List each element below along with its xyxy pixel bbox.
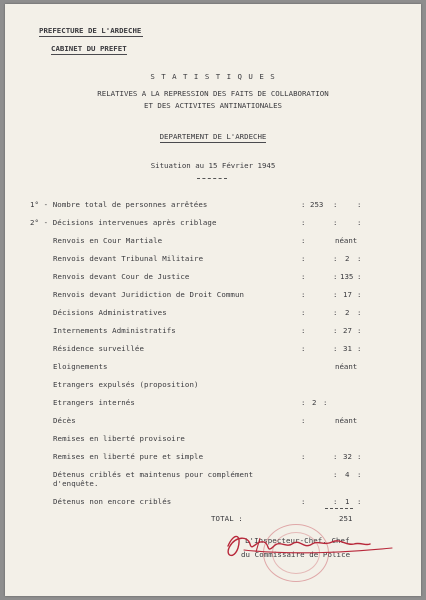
cabinet-underline	[51, 54, 127, 55]
list-item-label: 2° - Décisions intervenues après criblage	[30, 218, 217, 227]
list-item-label: Internements Administratifs	[53, 326, 176, 335]
colon-separator: :	[301, 290, 306, 299]
colon-separator: :	[301, 416, 306, 425]
list-item-label: Résidence surveillée	[53, 344, 144, 353]
document-title: S T A T I S T I Q U E S	[150, 72, 276, 81]
colon-separator: :	[333, 218, 338, 227]
colon-separator: :	[301, 308, 306, 317]
colon-separator: :	[357, 452, 362, 461]
list-item-value: 2	[345, 254, 350, 263]
list-item-value: 32	[343, 452, 352, 461]
colon-separator: :	[301, 200, 306, 209]
list-item-label: Etrangers internés	[53, 398, 135, 407]
list-item-value: 4	[345, 470, 350, 479]
list-item-label: Décès	[53, 416, 76, 425]
list-item-label: Détenus non encore criblés	[53, 497, 172, 506]
colon-separator: :	[357, 254, 362, 263]
department-label: DEPARTEMENT DE L'ARDECHE	[159, 132, 267, 141]
title-line-2: ET DES ACTIVITES ANTINATIONALES	[144, 101, 282, 110]
colon-separator: :	[333, 254, 338, 263]
colon-separator: :	[301, 236, 306, 245]
colon-separator: :	[301, 272, 306, 281]
list-item-value: 1	[345, 497, 350, 506]
list-item-value: 2	[312, 398, 317, 407]
colon-separator: :	[333, 272, 338, 281]
colon-separator: :	[333, 470, 338, 479]
list-item-value: 17	[343, 290, 352, 299]
prefecture-heading: PREFECTURE DE L'ARDECHE	[39, 26, 142, 35]
colon-separator: :	[333, 200, 338, 209]
signatory-title: L'Inspecteur-Chef, Chef	[245, 536, 350, 545]
colon-separator: :	[357, 497, 362, 506]
colon-separator: :	[301, 218, 306, 227]
situation-date: Situation au 15 Février 1945	[150, 161, 276, 170]
prefecture-underline	[39, 36, 143, 37]
colon-separator: :	[333, 452, 338, 461]
colon-separator: :	[301, 497, 306, 506]
list-item-value: néant	[335, 236, 358, 245]
colon-separator: :	[301, 398, 306, 407]
list-item-value: 135	[340, 272, 354, 281]
colon-separator: :	[357, 272, 362, 281]
list-item-value: néant	[335, 416, 358, 425]
list-item-value: 2	[345, 308, 350, 317]
colon-separator: :	[323, 398, 328, 407]
list-item-label: 1° - Nombre total de personnes arrêtées	[30, 200, 208, 209]
list-item-label: Etrangers expulsés (proposition)	[53, 380, 199, 389]
list-item-label: Eloignements	[53, 362, 108, 371]
list-item-value: néant	[335, 362, 358, 371]
colon-separator: :	[357, 200, 362, 209]
list-item-label: Renvois en Cour Martiale	[53, 236, 163, 245]
colon-separator: :	[333, 344, 338, 353]
total-value: 251	[339, 514, 353, 523]
signatory-office: du Commissaire de Police	[241, 550, 351, 559]
list-item-label: Remises en liberté provisoire	[53, 434, 185, 443]
colon-separator: :	[301, 254, 306, 263]
situation-divider	[197, 178, 227, 180]
colon-separator: :	[333, 308, 338, 317]
cabinet-heading: CABINET DU PREFET	[51, 44, 127, 53]
list-item-value: 253	[310, 200, 324, 209]
colon-separator: :	[357, 218, 362, 227]
colon-separator: :	[301, 326, 306, 335]
colon-separator: :	[301, 452, 306, 461]
colon-separator: :	[357, 308, 362, 317]
colon-separator: :	[333, 326, 338, 335]
list-item-label: Renvois devant Tribunal Militaire	[53, 254, 204, 263]
list-item-label: Détenus criblés et maintenus pour complément d'enquête.	[53, 470, 254, 488]
colon-separator: :	[333, 290, 338, 299]
total-rule	[325, 508, 353, 510]
colon-separator: :	[357, 344, 362, 353]
document-page	[5, 4, 421, 596]
list-item-label: Renvois devant Juridiction de Droit Commun	[53, 290, 245, 299]
list-item-value: 27	[343, 326, 352, 335]
colon-separator: :	[301, 344, 306, 353]
list-item-label: Décisions Administratives	[53, 308, 167, 317]
list-item-value: 31	[343, 344, 352, 353]
list-item-label: Remises en liberté pure et simple	[53, 452, 204, 461]
handwritten-signature	[220, 524, 400, 564]
colon-separator: :	[333, 497, 338, 506]
total-label: TOTAL :	[211, 514, 243, 523]
list-item-label: Renvois devant Cour de Justice	[53, 272, 190, 281]
colon-separator: :	[357, 326, 362, 335]
colon-separator: :	[357, 290, 362, 299]
colon-separator: :	[357, 470, 362, 479]
title-line-1: RELATIVES A LA REPRESSION DES FAITS DE COLLABORATION	[97, 89, 329, 98]
